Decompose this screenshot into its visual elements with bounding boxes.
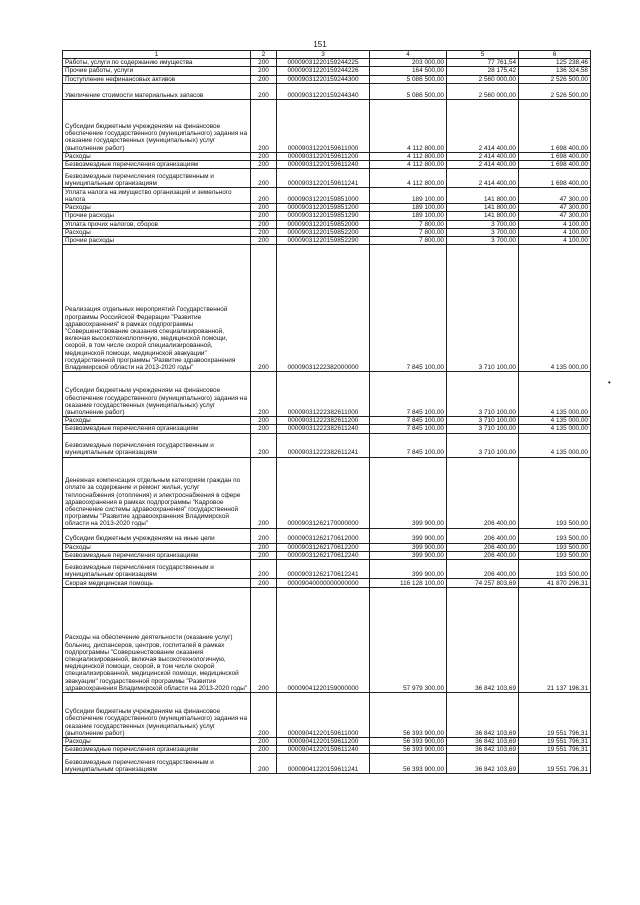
table-row: [63, 237, 591, 245]
table-row: [63, 738, 591, 746]
row-code-cell: 200: [251, 560, 277, 579]
row-kbk-cell: 00009031220159852200: [277, 228, 370, 236]
row-name-cell: Поступление нефинансовых активов: [63, 75, 251, 83]
row-code-cell: 200: [251, 543, 277, 551]
row-executed-cell: 141 800,00: [447, 188, 519, 204]
table-row: [63, 67, 591, 75]
row-kbk-cell: 00009031220159852000: [277, 220, 370, 228]
row-name-cell: Безвозмездные перечисления государственным и муниципальным организациям: [63, 169, 251, 188]
row-kbk-cell: 00009041220159611240: [277, 746, 370, 754]
row-executed-cell: 141 800,00: [447, 212, 519, 220]
row-unexecuted-cell: 2 526 500,00: [519, 75, 591, 83]
row-name-cell: Безвозмездные перечисления государственным и муниципальным организациям: [63, 560, 251, 579]
row-unexecuted-cell: 19 551 796,31: [519, 693, 591, 738]
row-executed-cell: 36 842 103,69: [447, 754, 519, 774]
row-unexecuted-cell: 47 300,00: [519, 204, 591, 212]
row-approved-cell: 7 845 100,00: [370, 417, 447, 425]
row-executed-cell: 206 400,00: [447, 457, 519, 528]
row-kbk-cell: 00009031220159851000: [277, 188, 370, 204]
row-name-cell: Прочие расходы: [63, 212, 251, 220]
row-unexecuted-cell: 193 500,00: [519, 457, 591, 528]
row-unexecuted-cell: 1 698 400,00: [519, 99, 591, 152]
row-approved-cell: 399 900,00: [370, 551, 447, 559]
row-name-cell: Субсидии бюджетным учреждениям на финансовое обеспечение государственного (муниципального) задания на оказание государственных (муниципальных) услуг (выполнение работ): [63, 372, 251, 417]
row-unexecuted-cell: 4 135 000,00: [519, 425, 591, 433]
row-name-cell: Расходы на обеспечение деятельности (оказание услуг) больниц, диспансеров, центров, госпиталей в рамках подпрограммы "Совершенствование оказания специализированной, включая высокотехнологичную, медицинской помощи, скорой, в том числе скорой специализированной, медицинской помощи, медицинской эвакуации" государственной программы "Развитие здравоохранения Владимирской области на 2013-2020 годы": [63, 588, 251, 693]
table-row: [63, 528, 591, 543]
row-kbk-cell: 00009031220159244225: [277, 59, 370, 67]
row-kbk-cell: 00009041220159611241: [277, 754, 370, 774]
row-unexecuted-cell: 193 500,00: [519, 560, 591, 579]
row-approved-cell: 4 112 800,00: [370, 161, 447, 169]
row-unexecuted-cell: 4 135 000,00: [519, 372, 591, 417]
header-cell: 1: [63, 51, 251, 59]
row-code-cell: 200: [251, 220, 277, 228]
table-body: [63, 59, 591, 774]
row-executed-cell: 141 800,00: [447, 204, 519, 212]
row-executed-cell: 36 842 103,69: [447, 738, 519, 746]
row-kbk-cell: 00009031220159611240: [277, 161, 370, 169]
row-approved-cell: 203 000,00: [370, 59, 447, 67]
row-unexecuted-cell: 4 100,00: [519, 228, 591, 236]
row-executed-cell: 2 414 400,00: [447, 99, 519, 152]
row-approved-cell: 7 845 100,00: [370, 425, 447, 433]
row-unexecuted-cell: 136 324,58: [519, 67, 591, 75]
table-row: [63, 543, 591, 551]
row-name-cell: Реализация отдельных мероприятий Государственной программы Российской Федерации "Развитие здравоохранения" в рамках подпрограммы "Совершенствование оказания специализированной, включая высокотехнологичную, медицинской помощи, скорой, в том числе скорой специализированной, медицинской помощи, медицинской эвакуации" государственной программы "Развитие здравоохранения Владимирской области на 2013-2020 годы": [63, 245, 251, 372]
table-row: [63, 425, 591, 433]
row-name-cell: Увеличение стоимости материальных запасов: [63, 83, 251, 99]
row-name-cell: Уплата прочих налогов, сборов: [63, 220, 251, 228]
row-kbk-cell: 00009031220159244340: [277, 83, 370, 99]
table-row: [63, 83, 591, 99]
row-code-cell: 200: [251, 579, 277, 588]
row-unexecuted-cell: 47 300,00: [519, 212, 591, 220]
row-approved-cell: 399 900,00: [370, 543, 447, 551]
row-unexecuted-cell: 1 698 400,00: [519, 161, 591, 169]
row-approved-cell: 7 845 100,00: [370, 433, 447, 457]
row-name-cell: Работы, услуги по содержанию имущества: [63, 59, 251, 67]
row-code-cell: 200: [251, 588, 277, 693]
row-code-cell: 200: [251, 212, 277, 220]
row-approved-cell: 56 393 900,00: [370, 738, 447, 746]
table-row: [63, 228, 591, 236]
row-name-cell: Расходы: [63, 738, 251, 746]
row-code-cell: 200: [251, 169, 277, 188]
table-row: [63, 152, 591, 160]
row-name-cell: Субсидии бюджетным учреждениям на финансовое обеспечение государственного (муниципального) задания на оказание государственных (муниципальных) услуг (выполнение работ): [63, 99, 251, 152]
table-row: [63, 588, 591, 693]
row-executed-cell: 3 700,00: [447, 228, 519, 236]
row-kbk-cell: 00009040000000000000: [277, 579, 370, 588]
row-unexecuted-cell: 21 137 196,31: [519, 588, 591, 693]
row-unexecuted-cell: 47 300,00: [519, 188, 591, 204]
row-name-cell: Безвозмездные перечисления государственным и муниципальным организациям: [63, 433, 251, 457]
row-code-cell: 200: [251, 152, 277, 160]
table-row: [63, 372, 591, 417]
row-approved-cell: 7 845 100,00: [370, 372, 447, 417]
row-approved-cell: 7 800,00: [370, 237, 447, 245]
row-unexecuted-cell: 4 100,00: [519, 237, 591, 245]
row-name-cell: Безвозмездные перечисления организациям: [63, 161, 251, 169]
row-kbk-cell: 00009031222382611200: [277, 417, 370, 425]
row-code-cell: 200: [251, 433, 277, 457]
row-executed-cell: 2 560 000,00: [447, 75, 519, 83]
row-unexecuted-cell: 193 500,00: [519, 551, 591, 559]
table-row: [63, 245, 591, 372]
row-approved-cell: 189 100,00: [370, 188, 447, 204]
row-name-cell: Безвозмездные перечисления организациям: [63, 746, 251, 754]
row-executed-cell: 3 710 100,00: [447, 245, 519, 372]
row-approved-cell: 5 086 500,00: [370, 83, 447, 99]
row-name-cell: Расходы: [63, 152, 251, 160]
row-executed-cell: 3 700,00: [447, 237, 519, 245]
row-approved-cell: 7 800,00: [370, 228, 447, 236]
row-code-cell: 200: [251, 59, 277, 67]
row-unexecuted-cell: 4 135 000,00: [519, 245, 591, 372]
row-approved-cell: 7 845 100,00: [370, 245, 447, 372]
row-executed-cell: 2 414 400,00: [447, 152, 519, 160]
row-unexecuted-cell: 4 135 000,00: [519, 417, 591, 425]
row-kbk-cell: 00009031222382000000: [277, 245, 370, 372]
row-code-cell: 200: [251, 67, 277, 75]
row-name-cell: Расходы: [63, 417, 251, 425]
row-code-cell: 200: [251, 528, 277, 543]
table-row: [63, 560, 591, 579]
row-kbk-cell: 00009031220159244300: [277, 75, 370, 83]
table-row: [63, 579, 591, 588]
row-code-cell: 200: [251, 693, 277, 738]
table-row: [63, 417, 591, 425]
row-kbk-cell: 00009041220159611200: [277, 738, 370, 746]
row-code-cell: 200: [251, 204, 277, 212]
row-code-cell: 200: [251, 738, 277, 746]
row-name-cell: Прочие работы, услуги: [63, 67, 251, 75]
row-code-cell: 200: [251, 83, 277, 99]
row-code-cell: 200: [251, 372, 277, 417]
row-name-cell: Расходы: [63, 204, 251, 212]
header-cell: 4: [370, 51, 447, 59]
row-kbk-cell: 00009031220159851200: [277, 204, 370, 212]
row-kbk-cell: 00009031220159852290: [277, 237, 370, 245]
table-row: [63, 99, 591, 152]
row-code-cell: 200: [251, 417, 277, 425]
row-unexecuted-cell: 19 551 796,31: [519, 738, 591, 746]
table-row: [63, 169, 591, 188]
table-row: [63, 693, 591, 738]
row-executed-cell: 36 842 103,69: [447, 588, 519, 693]
row-unexecuted-cell: 193 500,00: [519, 528, 591, 543]
row-approved-cell: 189 100,00: [370, 212, 447, 220]
row-unexecuted-cell: 41 870 296,31: [519, 579, 591, 588]
header-cell: 6: [519, 51, 591, 59]
row-unexecuted-cell: 4 100,00: [519, 220, 591, 228]
row-code-cell: 200: [251, 457, 277, 528]
row-code-cell: 200: [251, 754, 277, 774]
table-row: [63, 457, 591, 528]
row-approved-cell: 5 086 500,00: [370, 75, 447, 83]
row-unexecuted-cell: 1 698 400,00: [519, 152, 591, 160]
row-executed-cell: 77 761,54: [447, 59, 519, 67]
margin-mark: •: [608, 378, 611, 387]
row-code-cell: 200: [251, 551, 277, 559]
row-approved-cell: 4 112 800,00: [370, 169, 447, 188]
row-approved-cell: 164 500,00: [370, 67, 447, 75]
row-name-cell: Субсидии бюджетным учреждениям на иные цели: [63, 528, 251, 543]
row-kbk-cell: 00009031220159611241: [277, 169, 370, 188]
row-executed-cell: 2 560 000,00: [447, 83, 519, 99]
row-kbk-cell: 00009041220159000000: [277, 588, 370, 693]
row-executed-cell: 2 414 400,00: [447, 161, 519, 169]
table-row: [63, 212, 591, 220]
row-kbk-cell: 00009031220159851290: [277, 212, 370, 220]
row-approved-cell: 56 393 900,00: [370, 746, 447, 754]
header-cell: 3: [277, 51, 370, 59]
row-executed-cell: 36 842 103,69: [447, 693, 519, 738]
header-cell: 2: [251, 51, 277, 59]
row-executed-cell: 206 400,00: [447, 560, 519, 579]
table-row: [63, 433, 591, 457]
row-unexecuted-cell: 1 698 400,00: [519, 169, 591, 188]
row-executed-cell: 36 842 103,69: [447, 746, 519, 754]
row-code-cell: 200: [251, 228, 277, 236]
row-kbk-cell: 00009031222382611241: [277, 433, 370, 457]
row-unexecuted-cell: 4 135 000,00: [519, 433, 591, 457]
table-row: [63, 161, 591, 169]
row-kbk-cell: 00009031222382611000: [277, 372, 370, 417]
row-kbk-cell: 00009031262170612000: [277, 528, 370, 543]
row-kbk-cell: 00009031262170612240: [277, 551, 370, 559]
row-kbk-cell: 00009031222382611240: [277, 425, 370, 433]
row-executed-cell: 2 414 400,00: [447, 169, 519, 188]
row-name-cell: Расходы: [63, 543, 251, 551]
row-name-cell: Расходы: [63, 228, 251, 236]
row-approved-cell: 189 100,00: [370, 204, 447, 212]
row-approved-cell: 56 393 900,00: [370, 693, 447, 738]
table-row: [63, 75, 591, 83]
row-name-cell: Денежная компенсация отдельным категориям граждан по оплате за содержание и ремонт жилья, услуг теплоснабжения (отопления) и электроснабжения в сфере здравоохранения в рамках подпрограммы "Кадровое обеспечение системы здравоохранения" государственной программы "Развитие здравоохранения Владимирской области на 2013-2020 годы": [63, 457, 251, 528]
budget-table: [62, 50, 591, 774]
row-approved-cell: 7 800,00: [370, 220, 447, 228]
row-unexecuted-cell: 19 551 796,31: [519, 746, 591, 754]
row-code-cell: 200: [251, 245, 277, 372]
row-executed-cell: 28 175,42: [447, 67, 519, 75]
row-kbk-cell: 00009031220159611200: [277, 152, 370, 160]
table-row: [63, 220, 591, 228]
row-executed-cell: 3 700,00: [447, 220, 519, 228]
row-name-cell: Прочие расходы: [63, 237, 251, 245]
row-unexecuted-cell: 125 238,46: [519, 59, 591, 67]
row-unexecuted-cell: 193 500,00: [519, 543, 591, 551]
header-cell: 5: [447, 51, 519, 59]
row-kbk-cell: 00009031220159611000: [277, 99, 370, 152]
row-name-cell: Скорая медицинская помощь: [63, 579, 251, 588]
row-approved-cell: 56 393 900,00: [370, 754, 447, 774]
row-approved-cell: 57 979 300,00: [370, 588, 447, 693]
row-approved-cell: 399 900,00: [370, 457, 447, 528]
page-number: 151: [313, 40, 327, 49]
row-executed-cell: 206 400,00: [447, 528, 519, 543]
table-row: [63, 746, 591, 754]
table-row: [63, 551, 591, 559]
row-approved-cell: 4 112 800,00: [370, 99, 447, 152]
row-approved-cell: 399 900,00: [370, 560, 447, 579]
row-code-cell: 200: [251, 161, 277, 169]
row-executed-cell: 3 710 100,00: [447, 433, 519, 457]
row-code-cell: 200: [251, 425, 277, 433]
row-kbk-cell: 00009031262170612241: [277, 560, 370, 579]
row-kbk-cell: 00009031262170612200: [277, 543, 370, 551]
row-name-cell: Субсидии бюджетным учреждениям на финансовое обеспечение государственного (муниципального) задания на оказание государственных (муниципальных) услуг (выполнение работ): [63, 693, 251, 738]
row-executed-cell: 3 710 100,00: [447, 417, 519, 425]
row-code-cell: 200: [251, 746, 277, 754]
table-row: [63, 59, 591, 67]
row-code-cell: 200: [251, 188, 277, 204]
row-code-cell: 200: [251, 75, 277, 83]
table-row: [63, 204, 591, 212]
row-code-cell: 200: [251, 237, 277, 245]
row-executed-cell: 3 710 100,00: [447, 425, 519, 433]
row-executed-cell: 206 400,00: [447, 551, 519, 559]
row-name-cell: Безвозмездные перечисления государственным и муниципальным организациям: [63, 754, 251, 774]
row-executed-cell: 206 400,00: [447, 543, 519, 551]
row-unexecuted-cell: 2 526 500,00: [519, 83, 591, 99]
row-kbk-cell: 00009041220159611000: [277, 693, 370, 738]
row-approved-cell: 399 900,00: [370, 528, 447, 543]
row-approved-cell: 4 112 800,00: [370, 152, 447, 160]
row-executed-cell: 3 710 100,00: [447, 372, 519, 417]
row-kbk-cell: 00009031262170000000: [277, 457, 370, 528]
row-name-cell: Безвозмездные перечисления организациям: [63, 551, 251, 559]
table-row: [63, 754, 591, 774]
table-row: [63, 188, 591, 204]
row-name-cell: Уплата налога на имущество организаций и земельного налога: [63, 188, 251, 204]
row-unexecuted-cell: 19 551 796,31: [519, 754, 591, 774]
row-approved-cell: 116 128 100,00: [370, 579, 447, 588]
row-kbk-cell: 00009031220159244226: [277, 67, 370, 75]
row-name-cell: Безвозмездные перечисления организациям: [63, 425, 251, 433]
row-executed-cell: 74 257 803,69: [447, 579, 519, 588]
header-row: [63, 51, 591, 59]
row-code-cell: 200: [251, 99, 277, 152]
